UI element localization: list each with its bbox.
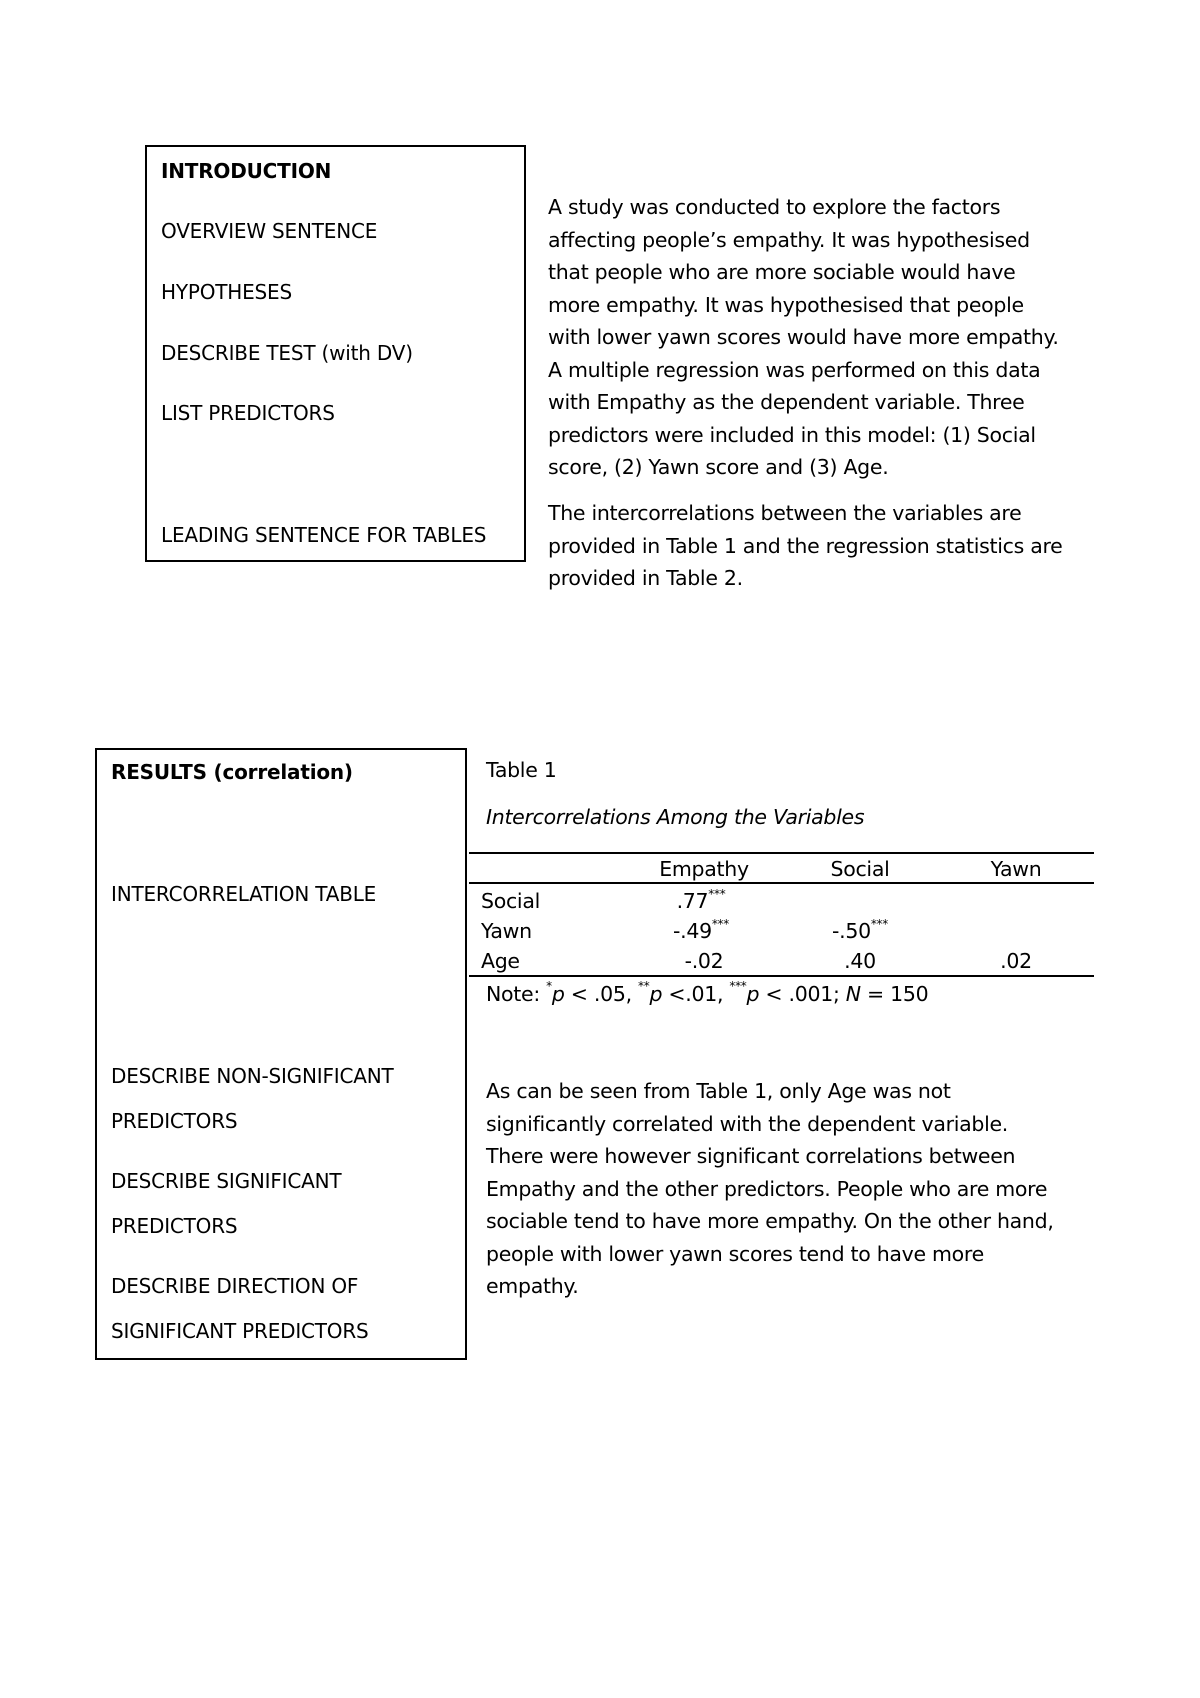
table1-cell-age-yawn: .02 [1000,949,1032,973]
table1-caption: Intercorrelations Among the Variables [486,805,865,829]
results-label-direction-2: SIGNIFICANT PREDICTORS [111,1319,369,1343]
results-paragraph: As can be seen from Table 1, only Age was not significantly correlated with the dependent variable. There were however significant correlations between Empathy and the other predictors. People who are more sociable tend to have more empathy. On the other hand, people with lower yawn scores tend to have more empathy. [486,1079,1054,1298]
results-heading: RESULTS (correlation) [111,760,353,784]
results-label-significant-1: DESCRIBE SIGNIFICANT [111,1169,342,1193]
intro-label-leading-sentence: LEADING SENTENCE FOR TABLES [161,523,487,547]
table1-cell-social-empathy: .77*** [676,887,726,913]
intro-label-describe-test: DESCRIBE TEST (with DV) [161,341,413,365]
results-label-non-significant-1: DESCRIBE NON-SIGNIFICANT [111,1064,394,1088]
table1-bottom-rule [469,975,1094,977]
intro-paragraph-1: A study was conducted to explore the factors affecting people’s empathy. It was hypothesised that people who are more sociable would have more empathy. It was hypothesised that people with lower yawn scores would have more empathy. A multiple regression was performed on this data with Empathy as the dependent variable. Three predictors were included in this model: (1) Social score, (2) Yawn score and (3) Age. [548,195,1059,479]
table1-top-rule [469,852,1094,854]
table1-cell-yawn-social: -.50*** [832,917,888,943]
results-label-non-significant-2: PREDICTORS [111,1109,238,1133]
intro-label-list-predictors: LIST PREDICTORS [161,401,335,425]
results-outline-box [95,748,467,1360]
intro-paragraph-2: The intercorrelations between the variables are provided in Table 1 and the regression statistics are provided in Table 2. [548,501,1063,590]
table1-col-empathy: Empathy [659,857,749,881]
table1-row-age-name: Age [481,949,520,973]
table1-cell-age-social: .40 [844,949,876,973]
table1-note: Note: *p < .05, **p <.01, ***p < .001; N = 150 [486,979,929,1006]
intro-label-overview: OVERVIEW SENTENCE [161,219,378,243]
results-label-intercorrelation-table: INTERCORRELATION TABLE [111,882,377,906]
table1-col-social: Social [830,857,890,881]
table1-row-social-name: Social [481,889,540,913]
results-label-significant-2: PREDICTORS [111,1214,238,1238]
table1-row-yawn-name: Yawn [481,919,532,943]
intro-label-hypotheses: HYPOTHESES [161,280,292,304]
results-label-direction-1: DESCRIBE DIRECTION OF [111,1274,359,1298]
table1-header-rule [469,882,1094,884]
intro-heading: INTRODUCTION [161,159,332,183]
table1-cell-age-empathy: -.02 [684,949,724,973]
table1-label: Table 1 [486,758,557,782]
table1-col-yawn: Yawn [990,857,1042,881]
table1-cell-yawn-empathy: -.49*** [673,917,729,943]
